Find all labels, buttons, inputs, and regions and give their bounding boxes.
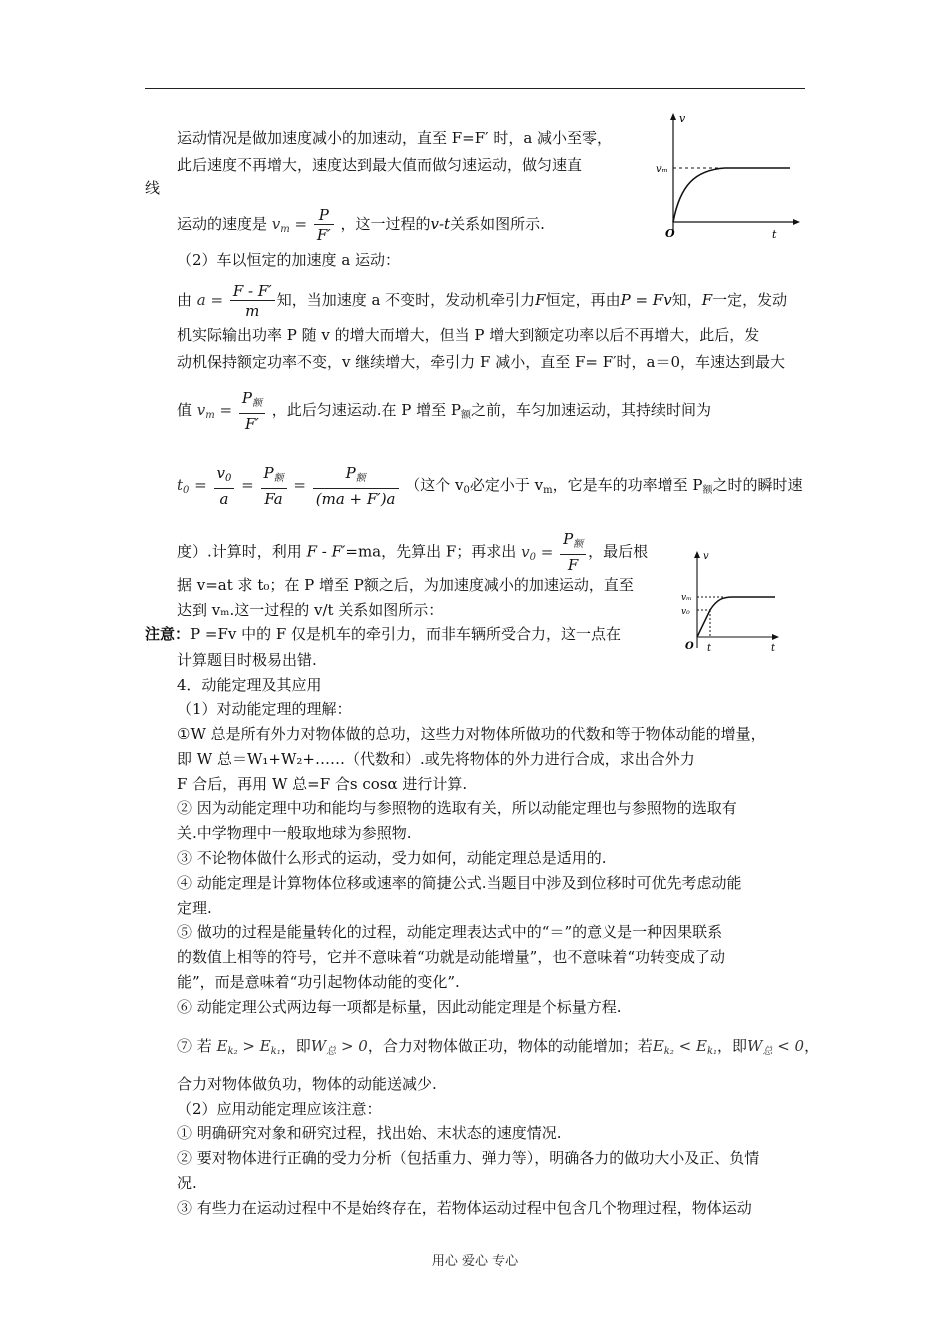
ek-greater-formula: $E_{k_2} > E_{k_1}$ bbox=[216, 1037, 281, 1057]
note-line1 bbox=[145, 624, 621, 644]
s4-j1: ① 明确研究对象和研究过程，找出始、末状态的速度情况. bbox=[177, 1124, 562, 1142]
s4-i5-l2: 的数值上相等的符号，它并不意味着“功就是动能增量”，也不意味着“功转变成了动 bbox=[177, 948, 726, 966]
p2-l6-a: 度）.计算时，利用 bbox=[177, 542, 302, 561]
s4-title: 4．动能定理及其应用 bbox=[177, 676, 322, 694]
s4-sub1: （1）对动能定理的理解： bbox=[177, 700, 352, 718]
graph2-origin: O bbox=[685, 641, 694, 652]
vm-formula-2: $v_m$ = bbox=[196, 401, 233, 421]
p2-text-d: 恒定，再由 bbox=[545, 291, 621, 309]
s4-i7-c: ，合力对物体做正功，物体的动能增加；若 bbox=[367, 1037, 653, 1055]
s4-i1-l2: 即 W 总＝W₁+W₂+……（代数和）.或先将物体的外力进行合成，求出合外力 bbox=[177, 750, 695, 768]
s4-i6: ⑥ 动能定理公式两边每一项都是标量，因此动能定理是个标量方程. bbox=[177, 998, 622, 1016]
w-positive-formula: $W_总 > 0$ bbox=[310, 1037, 368, 1057]
graph2-vm-label: vₘ bbox=[681, 593, 692, 603]
header-rule bbox=[145, 88, 805, 89]
p2-l5-e: m bbox=[543, 485, 553, 496]
s4-i3: ③ 不论物体做什么形式的运动，受力如何，动能定理总是适用的. bbox=[177, 849, 607, 867]
vm-formula: $v_m$ = bbox=[271, 215, 308, 235]
p1-line4 bbox=[177, 204, 545, 250]
p2-text-b: 知，当加速度 a 不变时，发动机牵引力 bbox=[276, 291, 536, 309]
p2-l6-c: =ma，先算出 F；再求出 bbox=[345, 542, 517, 561]
p2-line7: 据 v=at 求 t₀；在 P 增至 P额之后，为加速度减小的加速运动，直至 bbox=[177, 576, 634, 594]
p2-line3: 动机保持额定功率不变，v 继续增大，牵引力 F 减小，直至 F= F′时，a＝0，车速达到最大 bbox=[177, 353, 786, 371]
p2-l5-g: 额 bbox=[702, 485, 713, 496]
s4-i1-l3: F 合后，再用 W 总=F 合s cosα 进行计算. bbox=[177, 775, 468, 793]
vt-graph-1 bbox=[655, 110, 805, 245]
p2-text-a: 由 bbox=[177, 291, 193, 309]
p2-l5-c: 0 bbox=[463, 485, 470, 496]
p2-line2: 机实际输出功率 P 随 v 的增大而增大，但当 P 增大到额定功率以后不再增大，此后，发 bbox=[177, 326, 760, 344]
s4-i2-l1: ② 因为动能定理中功和能均与参照物的选取有关，所以动能定理也与参照物的选取有 bbox=[177, 799, 737, 817]
s4-j3: ③ 有些力在运动过程中不是始终存在，若物体运动过程中包含几个物理过程，物体运动 bbox=[177, 1199, 752, 1217]
fraction-prated-over-f-2: $\frac{P_额}{F}$ bbox=[560, 530, 586, 575]
s4-i5-l1: ⑤ 做功的过程是能量转化的过程，动能定理表达式中的“＝”的意义是一种因果联系 bbox=[177, 923, 723, 941]
p2-line5 bbox=[177, 462, 803, 514]
p2-l4-d: 之前，车匀加速运动，其持续时间为 bbox=[471, 401, 712, 419]
p2-l5-f: ，它是车的功率增至 P bbox=[552, 476, 703, 494]
fraction-prated-over-fa: $\frac{P_额}{Fa}$ bbox=[261, 464, 287, 509]
p2-text-h: 一定，发动 bbox=[712, 291, 788, 309]
p2-text-f: 知， bbox=[671, 291, 702, 309]
note-label: 注意： bbox=[145, 625, 191, 643]
s4-j2-l1: ② 要对物体进行正确的受力分析（包括重力、弹力等），明确各力的做功大小及正、负情 bbox=[177, 1149, 760, 1167]
s4-j2-l2: 况. bbox=[177, 1174, 197, 1192]
s4-i7-d: ，即 bbox=[717, 1037, 748, 1055]
graph1-x-label: t bbox=[772, 228, 777, 241]
fraction-prated-over-mafa: $\frac{P_额}{(ma + F')a}$ bbox=[313, 464, 399, 509]
s4-i4-l2: 定理. bbox=[177, 899, 212, 917]
equals-2: = bbox=[293, 476, 306, 494]
vt-graph-2 bbox=[675, 545, 785, 655]
p2-l6-d: ，最后根 bbox=[588, 542, 649, 561]
p2-line6 bbox=[177, 530, 648, 578]
graph2-t0-label: t bbox=[707, 643, 712, 654]
s4-i7-b: ，即 bbox=[280, 1037, 311, 1055]
page-footer: 用心 爱心 专心 bbox=[431, 1254, 519, 1269]
graph2-y-label: v bbox=[703, 551, 709, 562]
p2-l4-b: ，此后匀速运动.在 P 增至 P bbox=[271, 401, 462, 419]
graph1-y-label: v bbox=[679, 112, 686, 125]
v0-formula: $v_0$ = bbox=[521, 542, 554, 563]
a-formula: a = bbox=[196, 291, 224, 309]
s4-i7-e: ， bbox=[804, 1037, 820, 1055]
s4-i5-l3: 能”，而是意味着“功引起物体动能的变化”. bbox=[177, 973, 460, 991]
graph1-origin: O bbox=[665, 227, 675, 240]
p2-F1: F bbox=[535, 291, 546, 309]
p1-text-a: 运动的速度是 bbox=[177, 215, 268, 233]
p1-text-b: ，这一过程的 bbox=[340, 215, 431, 233]
p2-l4-c: 额 bbox=[461, 410, 472, 421]
p2-line4 bbox=[177, 388, 711, 438]
s4-i7-l2: 合力对物体做负功，物体的动能送减少. bbox=[177, 1075, 437, 1093]
p2-F2: F bbox=[701, 291, 713, 309]
s4-i1-l1: ①W 总是所有外力对物体做的总功，这些力对物体所做功的代数和等于物体动能的增量， bbox=[177, 725, 766, 743]
note-line2: 计算题目时极易出错. bbox=[177, 651, 317, 669]
graph1-vm-label: vₘ bbox=[656, 164, 668, 175]
p2-l4-a: 值 bbox=[177, 401, 193, 419]
p1-vt: v-t bbox=[430, 215, 451, 233]
p2-l5-h: 之时的瞬时速 bbox=[712, 476, 803, 494]
p1-line1: 运动情况是做加速度减小的加速动，直至 F=F′ 时，a 减小至零， bbox=[177, 129, 613, 147]
s4-i4-l1: ④ 动能定理是计算物体位移或速率的简捷公式.当题目中涉及到位移时可优先考虑动能 bbox=[177, 874, 742, 892]
s4-i7-l1 bbox=[177, 1036, 819, 1062]
p2-pfv: P = Fv bbox=[620, 291, 672, 309]
p2-title: （2）车以恒定的加速度 a 运动： bbox=[177, 251, 401, 269]
p2-line1 bbox=[177, 280, 787, 321]
equals-1: = bbox=[241, 476, 254, 494]
fraction-f-minus-f-over-m: $\frac{F - F'}{m}$ bbox=[230, 282, 275, 321]
p2-line8: 达到 vₘ.这一过程的 v/t 关系如图所示： bbox=[177, 601, 444, 619]
p1-line3: 线 bbox=[145, 179, 161, 197]
graph2-v0-label: v₀ bbox=[681, 607, 690, 617]
p2-l5-b: （这个 v bbox=[405, 476, 464, 494]
w-negative-formula: $W_总 < 0$ bbox=[747, 1037, 805, 1057]
s4-sub2: （2）应用动能定理应该注意： bbox=[177, 1100, 382, 1118]
s4-i2-l2: 关.中学物理中一般取地球为参照物. bbox=[177, 824, 412, 842]
fraction-prated-over-f: $\frac{P_额}{F'}$ bbox=[239, 389, 265, 434]
p1-text-d: 关系如图所示. bbox=[450, 215, 545, 233]
p1-line2: 此后速度不再增大，速度达到最大值而做匀速运动，做匀速直 bbox=[177, 156, 583, 174]
p2-l6-b: F - F′ bbox=[306, 542, 346, 561]
t0-formula: $t_0$ = bbox=[177, 476, 207, 496]
fraction-p-over-f: $\frac{P}{F'}$ bbox=[314, 206, 334, 245]
p2-l5-d: 必定小于 v bbox=[469, 476, 544, 494]
fraction-v0-over-a: $\frac{v_0}{a}$ bbox=[214, 464, 235, 509]
note-text: P =Fv 中的 F 仅是机车的牵引力，而非车辆所受合力，这一点在 bbox=[190, 625, 622, 643]
s4-i7-a: ⑦ 若 bbox=[177, 1037, 212, 1055]
ek-less-formula: $E_{k_2} < E_{k_1}$ bbox=[652, 1037, 718, 1057]
graph2-x-label: t bbox=[771, 643, 776, 654]
